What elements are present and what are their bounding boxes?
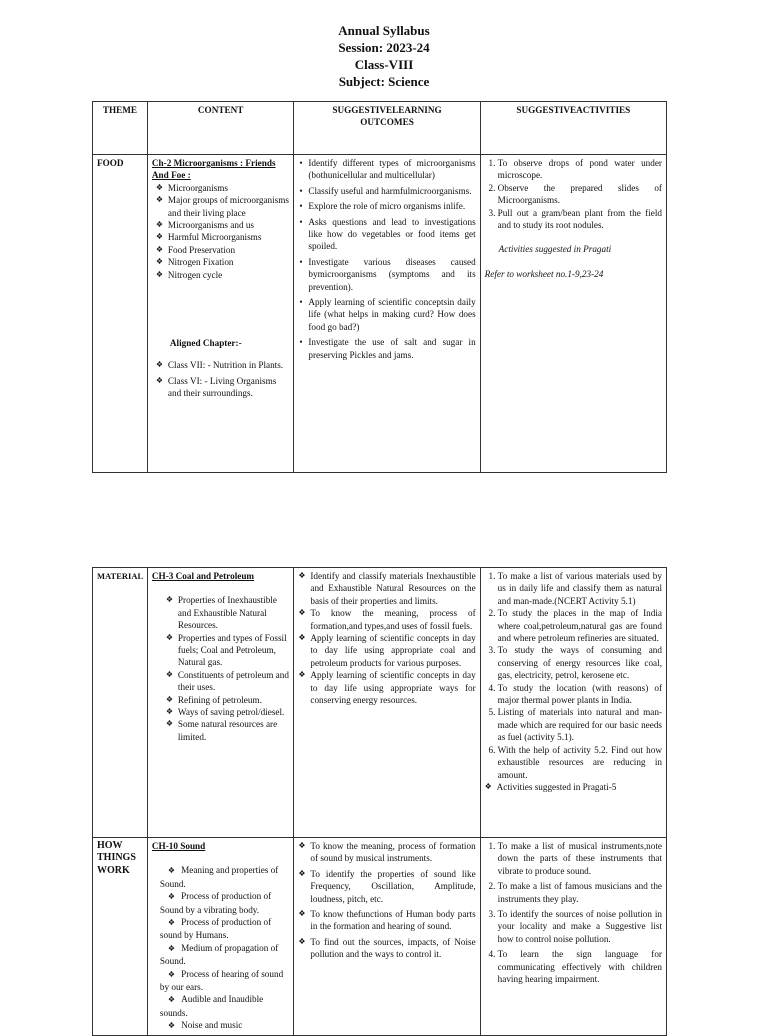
list-item: 6. With the help of activity 5.2. Find out how exhaustible resources are reducing in amount. xyxy=(498,744,662,781)
list-item: ❖ Major groups of microorganisms and their living place xyxy=(156,194,289,219)
list-item: ❖ Properties of Inexhaustible and Exhaustible Natural Resources. xyxy=(166,594,289,631)
activities-cell xyxy=(480,838,666,1036)
list-item: ❖ Food Preservation xyxy=(156,244,289,256)
worksheet-ref: Refer to worksheet no.1-9,23-24 xyxy=(484,268,604,279)
table-header-row xyxy=(93,102,667,155)
outcomes-cell xyxy=(294,838,480,1036)
header-content: CONTENT xyxy=(147,102,293,155)
activities-cell xyxy=(480,568,666,838)
list-item: ❖ Properties and types of Fossil fuels; Coal and Petroleum, Natural gas. xyxy=(166,632,289,669)
table-row-how-things-work xyxy=(93,838,667,1036)
list-item: ❖ Nitrogen cycle xyxy=(156,269,289,281)
list-item: 1. To make a list of musical instruments,note down the parts of these instruments that vibrate to produce sound. xyxy=(498,840,662,877)
list-item: ❖ Audible and Inaudible sounds. xyxy=(152,993,289,1019)
list-item: • Identify different types of microorganisms (bothunicellular and multicellular) xyxy=(298,157,475,182)
list-item: ❖ Microorganisms xyxy=(156,182,289,194)
list-item: ❖ Ways of saving petrol/diesel. xyxy=(166,706,289,718)
list-item: 1. To observe drops of pond water under microscope. xyxy=(498,157,662,182)
theme-cell: HOW THINGS WORK xyxy=(93,838,148,1036)
content-list xyxy=(152,594,289,743)
theme-cell: FOOD xyxy=(93,155,148,473)
list-item: 5. Listing of materials into natural and man-made which are required for our basic needs as fuel (activity 5.1). xyxy=(498,706,662,743)
outcomes-list xyxy=(298,840,475,961)
list-item: ❖ Microorganisms and us xyxy=(156,219,289,231)
list-item: • Apply learning of scientific conceptsin daily life (what helps in making curd? How does food go bad?) xyxy=(298,296,475,333)
outcomes-cell xyxy=(294,155,480,473)
activities-cell xyxy=(480,155,666,473)
table-row-food xyxy=(93,155,667,473)
header-activities: SUGGESTIVEACTIVITIES xyxy=(480,102,666,155)
list-item: ❖ Harmful Microorganisms xyxy=(156,231,289,243)
list-item: ❖ To know the meaning, process of formation of sound by musical instruments. xyxy=(298,840,475,865)
list-item: ❖ Meaning and properties of Sound. xyxy=(152,864,289,890)
list-item: • Investigate various diseases caused bymicroorganisms (symptoms and its prevention). xyxy=(298,256,475,293)
content-cell xyxy=(147,568,293,838)
list-item: 1. To make a list of various materials used by us in daily life and classify them as natural and man-made.(NCERT Activity 5.1) xyxy=(498,570,662,607)
list-item: • Explore the role of micro organisms inlife. xyxy=(298,200,475,212)
list-item: ❖ Apply learning of scientific concepts in day to day life using appropriate coal and petroleum products for various purposes. xyxy=(298,632,475,669)
doc-subject: Subject: Science xyxy=(338,74,430,89)
list-item: ❖ To find out the sources, impacts, of Noise pollution and the ways to control it. xyxy=(298,936,475,961)
header-outcomes: SUGGESTIVELEARNING OUTCOMES xyxy=(294,102,480,155)
outcomes-list xyxy=(298,157,475,361)
list-item: • Classify useful and harmfulmicroorganisms. xyxy=(298,185,475,197)
list-item: ❖ Constituents of petroleum and their uses. xyxy=(166,669,289,694)
header-theme: THEME xyxy=(93,102,148,155)
outcomes-cell xyxy=(294,568,480,838)
content-list xyxy=(152,182,289,281)
list-item: ❖ Nitrogen Fixation xyxy=(156,256,289,268)
list-item: ❖ Some natural resources are limited. xyxy=(166,718,289,743)
list-item: 3. To identify the sources of noise pollution in your locality and make a Suggestive list how to control noise pollution. xyxy=(498,908,662,945)
list-item: ❖ Apply learning of scientific concepts in day to day life using appropriate ways for conserving energy resources. xyxy=(298,669,475,706)
list-item: 2. To study the places in the map of India where coal,petroleum,natural gas are found and where petroleum refineries are situated. xyxy=(498,607,662,644)
list-item: 3. To study the ways of consuming and conserving of energy resources like coal, gas, electricity, petrol, kerosene etc. xyxy=(498,644,662,681)
list-item: 3. Pull out a gram/bean plant from the field and to study its root nodules. xyxy=(498,207,662,232)
list-item: 4. To study the location (with reasons) of major thermal power plants in India. xyxy=(498,682,662,707)
chapter-title: Ch-2 Microorganisms : Friends And Foe : xyxy=(151,158,276,181)
list-item: ❖ Process of hearing of sound by our ears. xyxy=(152,968,289,994)
activities-note: ❖ Activities suggested in Pragati-5 xyxy=(485,781,662,793)
content-cell xyxy=(147,155,293,473)
doc-class: Class-VIII xyxy=(354,57,414,72)
list-item: • Investigate the use of salt and sugar in preserving Pickles and jams. xyxy=(298,336,475,361)
doc-session: Session: 2023-24 xyxy=(338,40,430,55)
list-item: ❖ Refining of petroleum. xyxy=(166,694,289,706)
list-item: 2. To make a list of famous musicians and the instruments they play. xyxy=(498,880,662,905)
content-cell xyxy=(147,838,293,1036)
table-row-material xyxy=(93,568,667,838)
chapter-title: CH-3 Coal and Petroleum xyxy=(151,571,255,581)
content-list xyxy=(152,864,289,1032)
syllabus-table-2 xyxy=(92,567,667,1036)
aligned-list xyxy=(152,359,289,399)
list-item: ❖ Class VII: - Nutrition in Plants. xyxy=(156,359,289,371)
activities-list xyxy=(485,157,662,231)
list-item: ❖ To know thefunctions of Human body parts in the formation and hearing of sound. xyxy=(298,908,475,933)
activities-list xyxy=(485,570,662,781)
activities-note: Activities suggested in Pragati xyxy=(498,244,612,255)
list-item: 4. To learn the sign language for communicating effectively with children having hearing impairment. xyxy=(498,948,662,985)
theme-cell: MATERIAL xyxy=(93,568,148,838)
syllabus-table-1 xyxy=(92,101,667,473)
list-item: ❖ To identify the properties of sound like Frequency, Oscillation, Amplitude, loudness, pitch, etc. xyxy=(298,868,475,905)
outcomes-list xyxy=(298,570,475,706)
document-header xyxy=(0,22,768,90)
activities-note-list xyxy=(485,781,662,793)
list-item: ❖ Class VI: - Living Organisms and their surroundings. xyxy=(156,375,289,400)
list-item: ❖ Identify and classify materials Inexhaustible and Exhaustible Natural Resources on the basis of their properties and limits. xyxy=(298,570,475,607)
list-item: ❖ Process of production of sound by Humans. xyxy=(152,916,289,942)
list-item: • Asks questions and lead to investigations like how do vegetables or food items get spoiled. xyxy=(298,216,475,253)
list-item: ❖ To know the meaning, process of formation,and types,and uses of fossil fuels. xyxy=(298,607,475,632)
chapter-title: CH-10 Sound xyxy=(151,841,206,851)
list-item: ❖ Medium of propagation of Sound. xyxy=(152,942,289,968)
aligned-chapter-title: Aligned Chapter:- xyxy=(169,338,242,349)
list-item: ❖ Noise and music xyxy=(152,1019,289,1032)
list-item: 2. Observe the prepared slides of Microorganisms. xyxy=(498,182,662,207)
doc-title: Annual Syllabus xyxy=(338,23,430,38)
activities-list xyxy=(485,840,662,985)
list-item: ❖ Process of production of Sound by a vibrating body. xyxy=(152,890,289,916)
